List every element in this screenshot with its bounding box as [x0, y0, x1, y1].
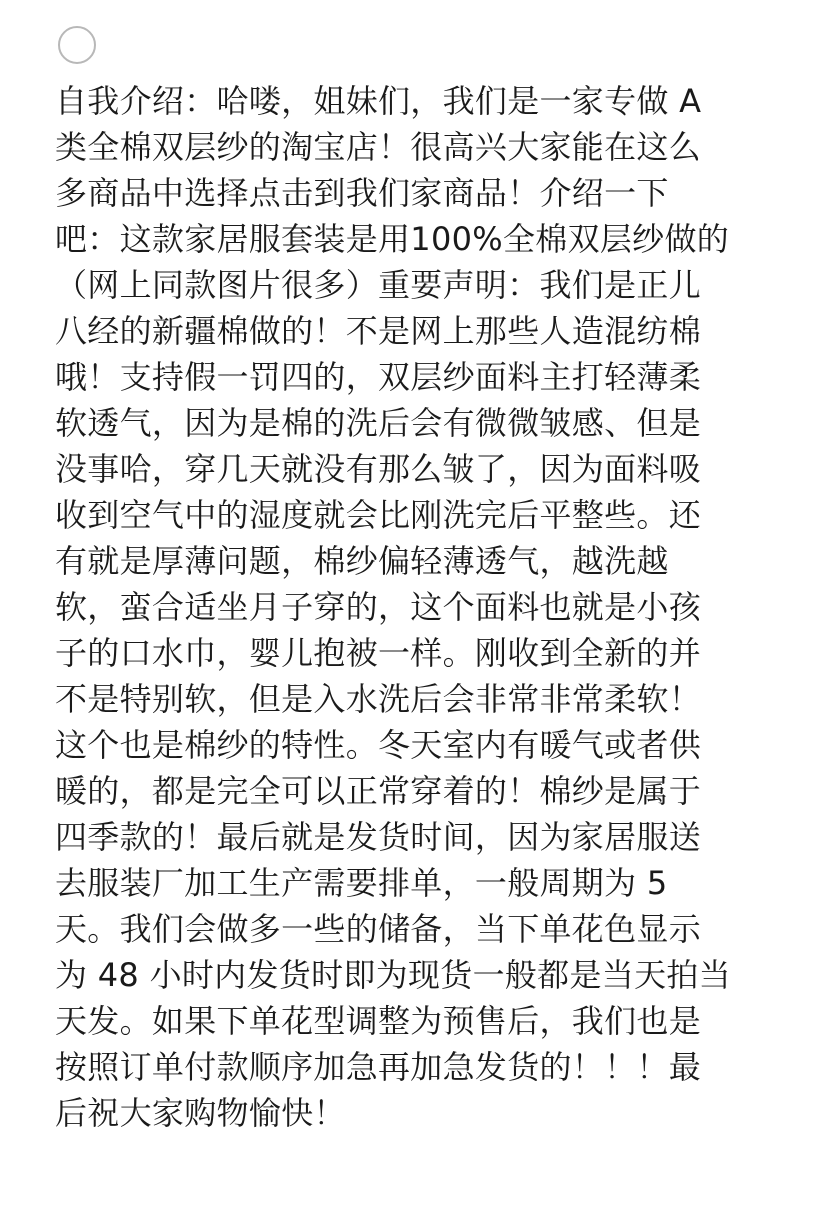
review-text-line: 软，蛮合适坐月子穿的，这个面料也就是小孩 — [55, 588, 702, 626]
review-text-line: 去服装厂加工生产需要排单，一般周期为 5 — [55, 864, 668, 902]
review-text-line: 收到空气中的湿度就会比刚洗完后平整些。还 — [55, 496, 702, 534]
review-text-line: 这个也是棉纱的特性。冬天室内有暖气或者供 — [55, 726, 702, 764]
review-text-line: 多商品中选择点击到我们家商品！介绍一下 — [55, 174, 669, 212]
review-text-line: 子的口水巾，婴儿抱被一样。刚收到全新的并 — [55, 634, 702, 672]
review-text-line: 有就是厚薄问题，棉纱偏轻薄透气，越洗越 — [55, 542, 669, 580]
review-text-line: 暖的，都是完全可以正常穿着的！棉纱是属于 — [55, 772, 702, 810]
review-text-line: 自我介绍：哈喽，姐妹们，我们是一家专做 A — [55, 82, 702, 120]
review-text-line: 天。我们会做多一些的储备，当下单花色显示 — [55, 910, 702, 948]
review-text-line: 哦！支持假一罚四的，双层纱面料主打轻薄柔 — [55, 358, 702, 396]
review-text-line: 软透气，因为是棉的洗后会有微微皱感、但是 — [55, 404, 702, 442]
review-text-line: 四季款的！最后就是发货时间，因为家居服送 — [55, 818, 702, 856]
review-text-line: 不是特别软，但是入水洗后会非常非常柔软！ — [55, 680, 702, 718]
review-text-line: 八经的新疆棉做的！不是网上那些人造混纺棉 — [55, 312, 702, 350]
review-text-line: 吧：这款家居服套装是用100%全棉双层纱做的 — [55, 220, 730, 258]
review-text-line: （网上同款图片很多）重要声明：我们是正儿 — [55, 266, 702, 304]
review-text-line: 天发。如果下单花型调整为预售后，我们也是 — [55, 1002, 702, 1040]
review-text-line: 后祝大家购物愉快！ — [55, 1094, 346, 1132]
review-text — [55, 78, 775, 1136]
review-text-line: 按照订单付款顺序加急再加急发货的！！！最 — [55, 1048, 702, 1086]
review-text-line: 为 48 小时内发货时即为现货一般都是当天拍当 — [55, 956, 731, 994]
review-text-line: 类全棉双层纱的淘宝店！很高兴大家能在这么 — [55, 128, 702, 166]
select-radio-circle[interactable] — [58, 26, 96, 64]
review-text-line: 没事哈，穿几天就没有那么皱了，因为面料吸 — [55, 450, 702, 488]
